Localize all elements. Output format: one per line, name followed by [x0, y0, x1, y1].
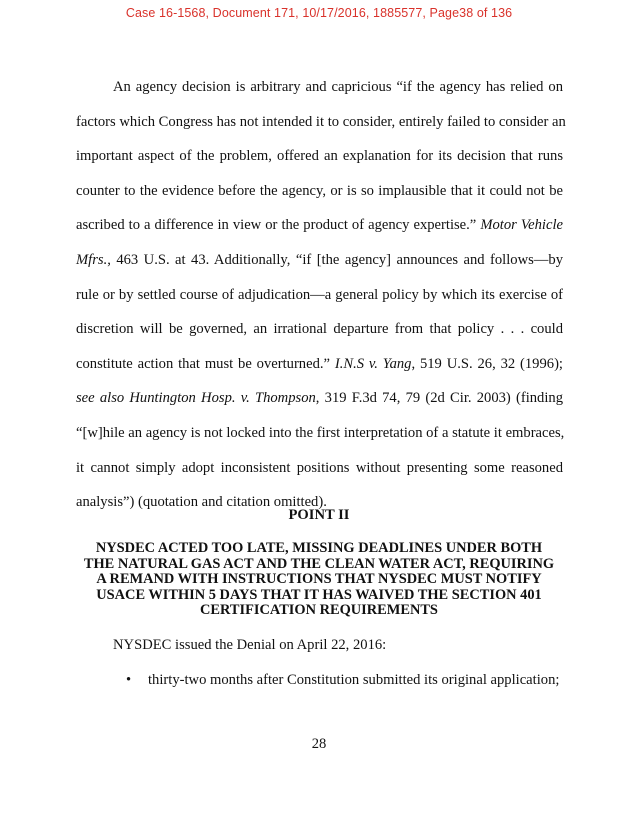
paragraph-line: An agency decision is arbitrary and capricious “if the agency has relied on	[113, 79, 563, 95]
paragraph-text: constitute action that must be overturned.”	[76, 355, 331, 372]
paragraph-line: “[w]hile an agency is not locked into the first interpretation of a statute it embraces,	[76, 424, 565, 441]
paragraph-text: , 463 U.S. at 43. Additionally, “if [the agency] announces and follows—by	[107, 251, 563, 268]
bullet-text: thirty-two months after Constitution submitted its original application;	[148, 672, 560, 688]
case-citation: see also Huntington Hosp. v. Thompson	[76, 390, 316, 407]
heading-line: NYSDEC ACTED TOO LATE, MISSING DEADLINES UNDER BOTH	[95, 540, 543, 556]
paragraph-text: , 519 U.S. 26, 32 (1996);	[411, 355, 563, 372]
paragraph-line: counter to the evidence before the agency, or is so implausible that it could not be	[76, 182, 563, 199]
case-citation: Motor Vehicle	[480, 217, 563, 234]
case-header: Case 16-1568, Document 171, 10/17/2016, 1885577, Page38 of 136	[125, 6, 513, 20]
paragraph-line	[76, 347, 563, 382]
heading-line: A REMAND WITH INSTRUCTIONS THAT NYSDEC MUST NOTIFY	[96, 571, 542, 588]
page-number: 28	[311, 736, 327, 752]
paragraph-line	[76, 243, 563, 278]
point-heading	[70, 541, 568, 619]
paragraph-line	[76, 208, 563, 243]
paragraph-line: rule or by settled course of adjudication—a general policy by which its exercise of	[76, 286, 563, 303]
paragraph-line: important aspect of the problem, offered an explanation for its decision that runs	[76, 148, 563, 165]
paragraph-line	[76, 381, 563, 416]
paragraph-text: ascribed to a difference in view or the product of agency expertise.”	[76, 217, 477, 234]
heading-line: USACE WITHIN 5 DAYS THAT IT HAS WAIVED THE SECTION 401	[96, 586, 542, 603]
case-citation: Mfrs.	[76, 251, 108, 268]
heading-line: CERTIFICATION REQUIREMENTS	[200, 602, 438, 619]
paragraph-line: analysis”) (quotation and citation omitted).	[76, 494, 327, 511]
body-paragraph	[76, 70, 566, 520]
paragraph-line: factors which Congress has not intended it to consider, entirely failed to consider an	[76, 113, 566, 130]
paragraph-line: discretion will be governed, an irrational departure from that policy . . . could	[76, 321, 563, 338]
bullet-marker: •	[126, 672, 132, 688]
case-citation: I.N.S v. Yang	[334, 355, 412, 372]
point-label: POINT II	[288, 507, 350, 523]
list-item	[126, 672, 566, 689]
paragraph-text: , 319 F.3d 74, 79 (2d Cir. 2003) (finding	[315, 390, 563, 407]
heading-line: THE NATURAL GAS ACT AND THE CLEAN WATER ACT, REQUIRING	[83, 555, 555, 572]
intro-sentence: NYSDEC issued the Denial on April 22, 2016:	[113, 637, 387, 653]
paragraph-line: it cannot simply adopt inconsistent positions without presenting some reasoned	[76, 459, 563, 476]
